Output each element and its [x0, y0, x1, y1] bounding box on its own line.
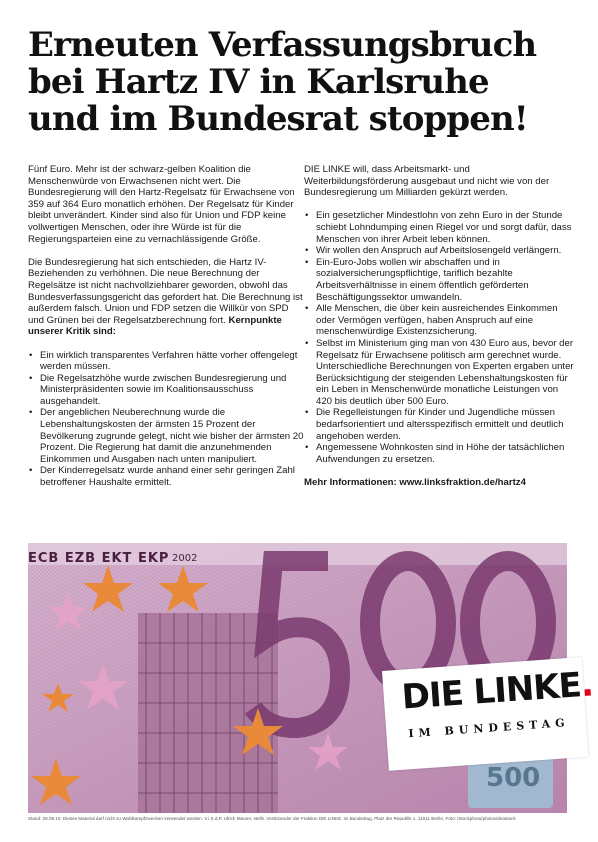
demands-list — [304, 210, 576, 465]
legal-footer: Stand: 28.09.10. Dieses Material darf nicht zu Wahlkampfzwecken verwendet werden. V.i.S.d.P. Ulrich Maurer, stellv. Vorsitzender der Fraktion DIE LINKE. im Bundestag, Platz der Republik 1, 11011 Berlin, Foto: iStockphoto/photovideostock — [28, 816, 516, 821]
list-item: • Wir wollen den Anspruch auf Arbeitslosengeld verlängern. — [304, 245, 576, 257]
list-item: • Ein-Euro-Jobs wollen wir abschaffen und in sozialversicherungspflichtige, tariflich bezahlte Arbeitsverhältnisse in einem öffentlich geförderten Beschäftigungssektor umwandeln. — [304, 257, 576, 303]
hologram-value: 500 — [486, 763, 541, 793]
list-item: • Der Kinderregelsatz wurde anhand einer sehr geringen Zahl betroffener Haushalte ermittelt. — [28, 465, 306, 488]
ezb-label: ECB EZB EKT EKP — [28, 551, 170, 566]
list-item: • Selbst im Ministerium ging man von 430 Euro aus, bevor der Regelsatz für Erwachsene politisch arm gerechnet wurde. Unterschiedliche Berechnungen von Experten ergaben unter Berücksichtigung der steigenden Lebenshaltungskosten für ein Leben in Menschenwürde monatliche Leistungen von 420 bis deutlich über 500 Euro. — [304, 338, 576, 408]
left-column — [28, 164, 306, 500]
list-item: • Die Regelleistungen für Kinder und Jugendliche müssen bedarfsorientiert und altersspezifisch ermittelt und deutlich angehoben werden. — [304, 407, 576, 442]
logo-subtitle: IM BUNDESTAG — [407, 716, 570, 741]
list-item: • Ein wirklich transparentes Verfahren hätte vorher offengelegt werden müssen. — [28, 350, 306, 373]
list-item: • Der angeblichen Neuberechnung wurde die Lebenshaltungskosten der ärmsten 15 Prozent der Bevölkerung zugrunde gelegt, nicht wie bisher der ärmsten 20 Prozent. Die Regierung hat damit die anzunehmenden Einkommen und Ausgaben nach unten manipuliert. — [28, 407, 306, 465]
government-paragraph-text: Die Bundesregierung hat sich entschieden, die Hartz IV-Beziehenden zu verhöhnen. Die neue Berechnung der Regelsätze ist nicht nachvollziehbarer geworden, obwohl das Bundesverfassungsgericht das gefordert hat. Die Berechnung ist außerdem falsch. Union und FDP setzen die Willkür von SPD und Grünen bei der Regelsatzberechnung fort. — [28, 256, 303, 326]
list-item: • Die Regelsatzhöhe wurde zwischen Bundesregierung und Ministerpräsidenten sowie im Koalitionsausschuss ausgehandelt. — [28, 373, 306, 408]
intro-paragraph: Fünf Euro. Mehr ist der schwarz-gelben Koalition die Menschenwürde von Erwachsenen nicht wert. Die Bundesregierung will den Hartz-Regelsatz für Erwachsene von 359 auf 364 Euro monatlich erhöhen. Der Regelsatz für Kinder bleibt unverändert. Kinder sind also für Union und FDP keine vollwertigen Menschen, oder ihre Würde ist für die Regierungsparteien eine zu vernachlässigende Größe. — [28, 164, 295, 245]
banknote-image — [28, 543, 595, 813]
list-item: • Ein gesetzlicher Mindestlohn von zehn Euro in der Stunde schiebt Lohndumping einen Riegel vor und sorgt dafür, dass Menschen von ihrer Arbeit leben können. — [304, 210, 576, 245]
logo-wordmark-text: DIE LINKE — [400, 665, 583, 718]
list-item: • Angemessene Wohnkosten sind in Höhe der tatsächlichen Aufwendungen zu ersetzen. — [304, 442, 576, 465]
logo-red-dot: . — [579, 664, 595, 706]
critique-heading: Kernpunkte unserer Kritik sind: — [28, 314, 282, 338]
headline-line-1: Erneuten Verfassungsbruch — [28, 25, 537, 65]
logo-wordmark — [401, 664, 595, 717]
page-title — [28, 27, 573, 138]
right-column — [304, 164, 576, 489]
note-year: 2002 — [172, 553, 198, 564]
list-item: • Alle Menschen, die über kein ausreichendes Einkommen oder Vermögen verfügen, haben Anspruch auf eine menschenwürdige Existenzsicherung. — [304, 303, 576, 338]
critique-list — [28, 350, 306, 489]
more-info-link[interactable]: Mehr Informationen: www.linksfraktion.de/hartz4 — [304, 477, 526, 489]
demands-intro: DIE LINKE will, dass Arbeitsmarkt- und Weiterbildungsförderung ausgebaut und nicht wie von der Bundesregierung um Milliarden gekürzt werden. — [304, 164, 550, 199]
headline-line-2: bei Hartz IV in Karlsruhe — [28, 62, 489, 102]
headline-line-3: und im Bundesrat stoppen! — [28, 99, 528, 139]
government-paragraph — [28, 257, 306, 338]
die-linke-logo — [382, 657, 595, 771]
